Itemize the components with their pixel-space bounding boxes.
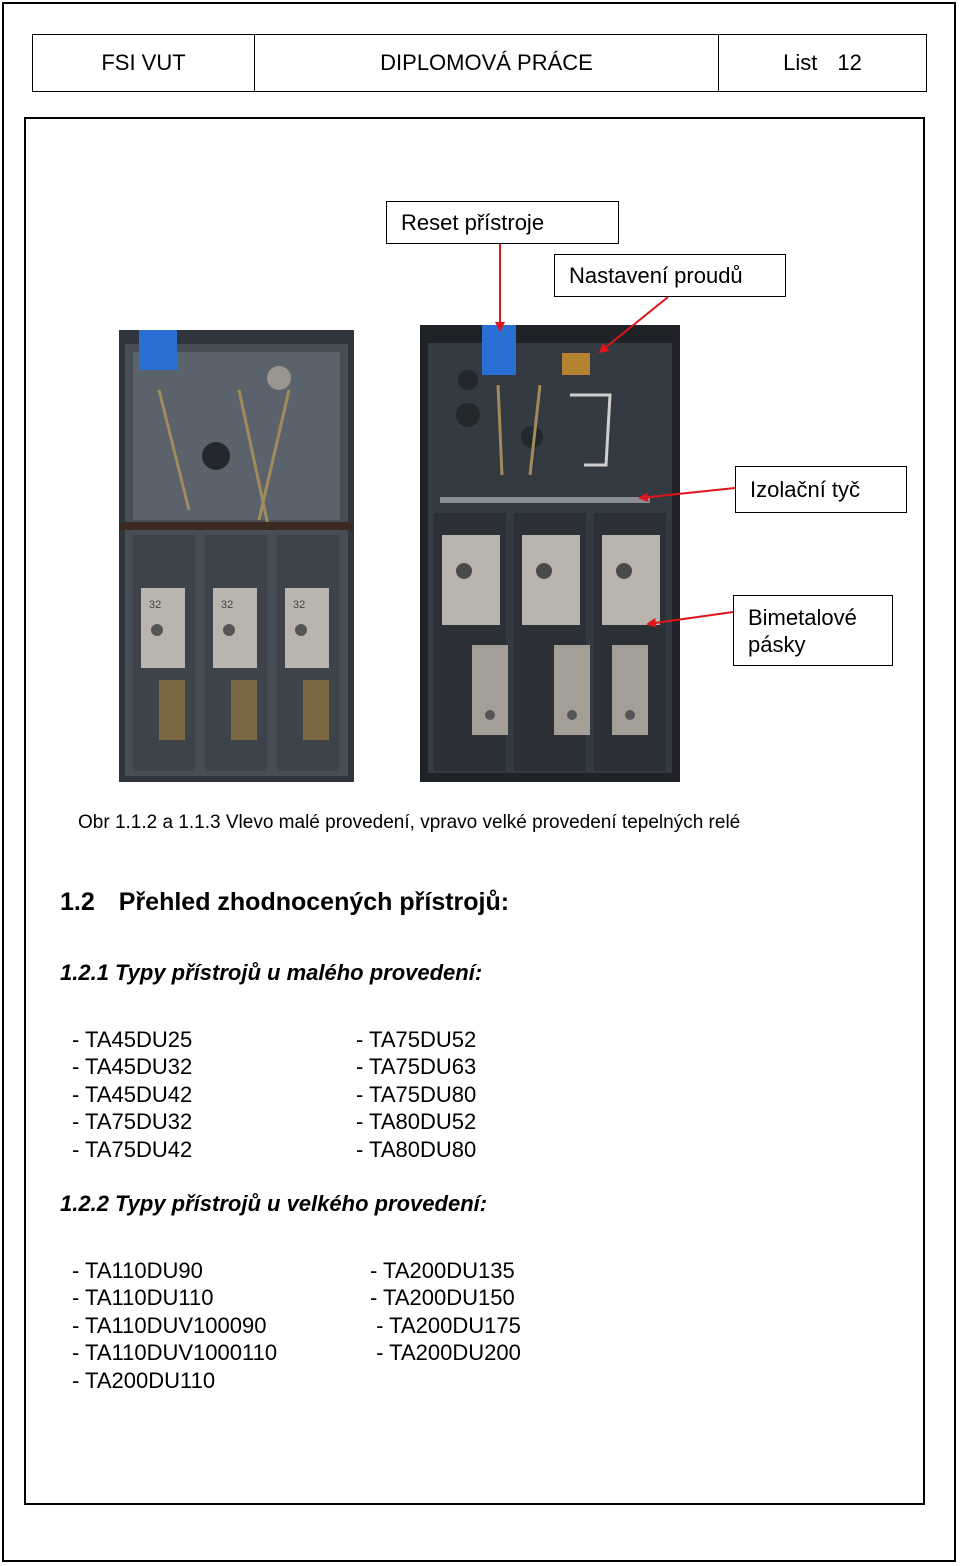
photo-large-relay: [420, 325, 680, 782]
header-institution: FSI VUT: [33, 35, 255, 91]
large-relay-illustration: [420, 325, 680, 782]
list-item: - TA45DU42: [72, 1081, 193, 1107]
reset-button-large: [482, 325, 516, 375]
header-page: [719, 35, 926, 91]
list-item: - TA200DU110: [72, 1367, 216, 1393]
list-item: - TA200DU150: [370, 1285, 515, 1311]
large-poles: [434, 513, 666, 771]
section-title: Přehled zhodnocených přístrojů:: [118, 888, 510, 916]
photo-small-relay: [119, 330, 354, 782]
list-item: - TA200DU175: [370, 1312, 521, 1338]
list-item: - TA75DU42: [72, 1136, 193, 1162]
list-item: - TA45DU32: [72, 1054, 193, 1080]
list-item: - TA110DU90: [72, 1258, 203, 1283]
callout-reset: Reset přístroje: [386, 201, 619, 244]
list-item: - TA80DU80: [356, 1136, 477, 1162]
header-page-number: 12: [837, 50, 862, 75]
small-relay-illustration: [119, 330, 354, 782]
large-list-col1: [72, 1257, 277, 1394]
list-item: - TA200DU200: [370, 1340, 521, 1366]
pole-label-3: 32: [293, 599, 306, 611]
reset-button-small: [139, 330, 177, 370]
list-item: - TA80DU52: [356, 1109, 477, 1135]
list-item: - TA110DUV100090: [72, 1312, 267, 1338]
section-number: 1.2: [60, 888, 95, 916]
list-item: - TA75DU52: [356, 1027, 477, 1052]
small-list-col2: [356, 1026, 476, 1163]
large-list-col2: [370, 1257, 521, 1367]
list-item: - TA45DU25: [72, 1027, 193, 1052]
subsection-large-heading: 1.2.2 Typy přístrojů u velkého provedení:: [60, 1191, 488, 1216]
pole-label-2: 32: [221, 599, 234, 611]
section-heading: [60, 888, 509, 917]
callout-insulating-rod: Izolační tyč: [735, 466, 907, 513]
list-item: - TA75DU32: [72, 1109, 193, 1135]
list-item: - TA200DU135: [370, 1258, 515, 1283]
callout-bimetal-line1: Bimetalové: [748, 604, 857, 630]
list-item: - TA75DU80: [356, 1081, 477, 1107]
pole-label-1: 32: [149, 599, 162, 611]
list-item: - TA110DUV1000110: [72, 1340, 278, 1366]
figure-caption: Obr 1.1.2 a 1.1.3 Vlevo malé provedení, vpravo velké provedení tepelných relé: [78, 812, 741, 833]
small-list-col1: [72, 1026, 192, 1163]
page-header: [32, 34, 927, 92]
subsection-small-heading: 1.2.1 Typy přístrojů u malého provedení:: [60, 960, 483, 985]
callout-bimetal-line2: pásky: [748, 631, 806, 657]
list-item: - TA110DU110: [72, 1285, 214, 1311]
header-list-label: List: [783, 50, 818, 75]
small-poles: [133, 535, 339, 771]
header-title: DIPLOMOVÁ PRÁCE: [255, 35, 719, 91]
list-item: - TA75DU63: [356, 1054, 477, 1080]
callout-current-setting: Nastavení proudů: [554, 254, 786, 297]
callout-bimetal-strips: [733, 595, 893, 666]
